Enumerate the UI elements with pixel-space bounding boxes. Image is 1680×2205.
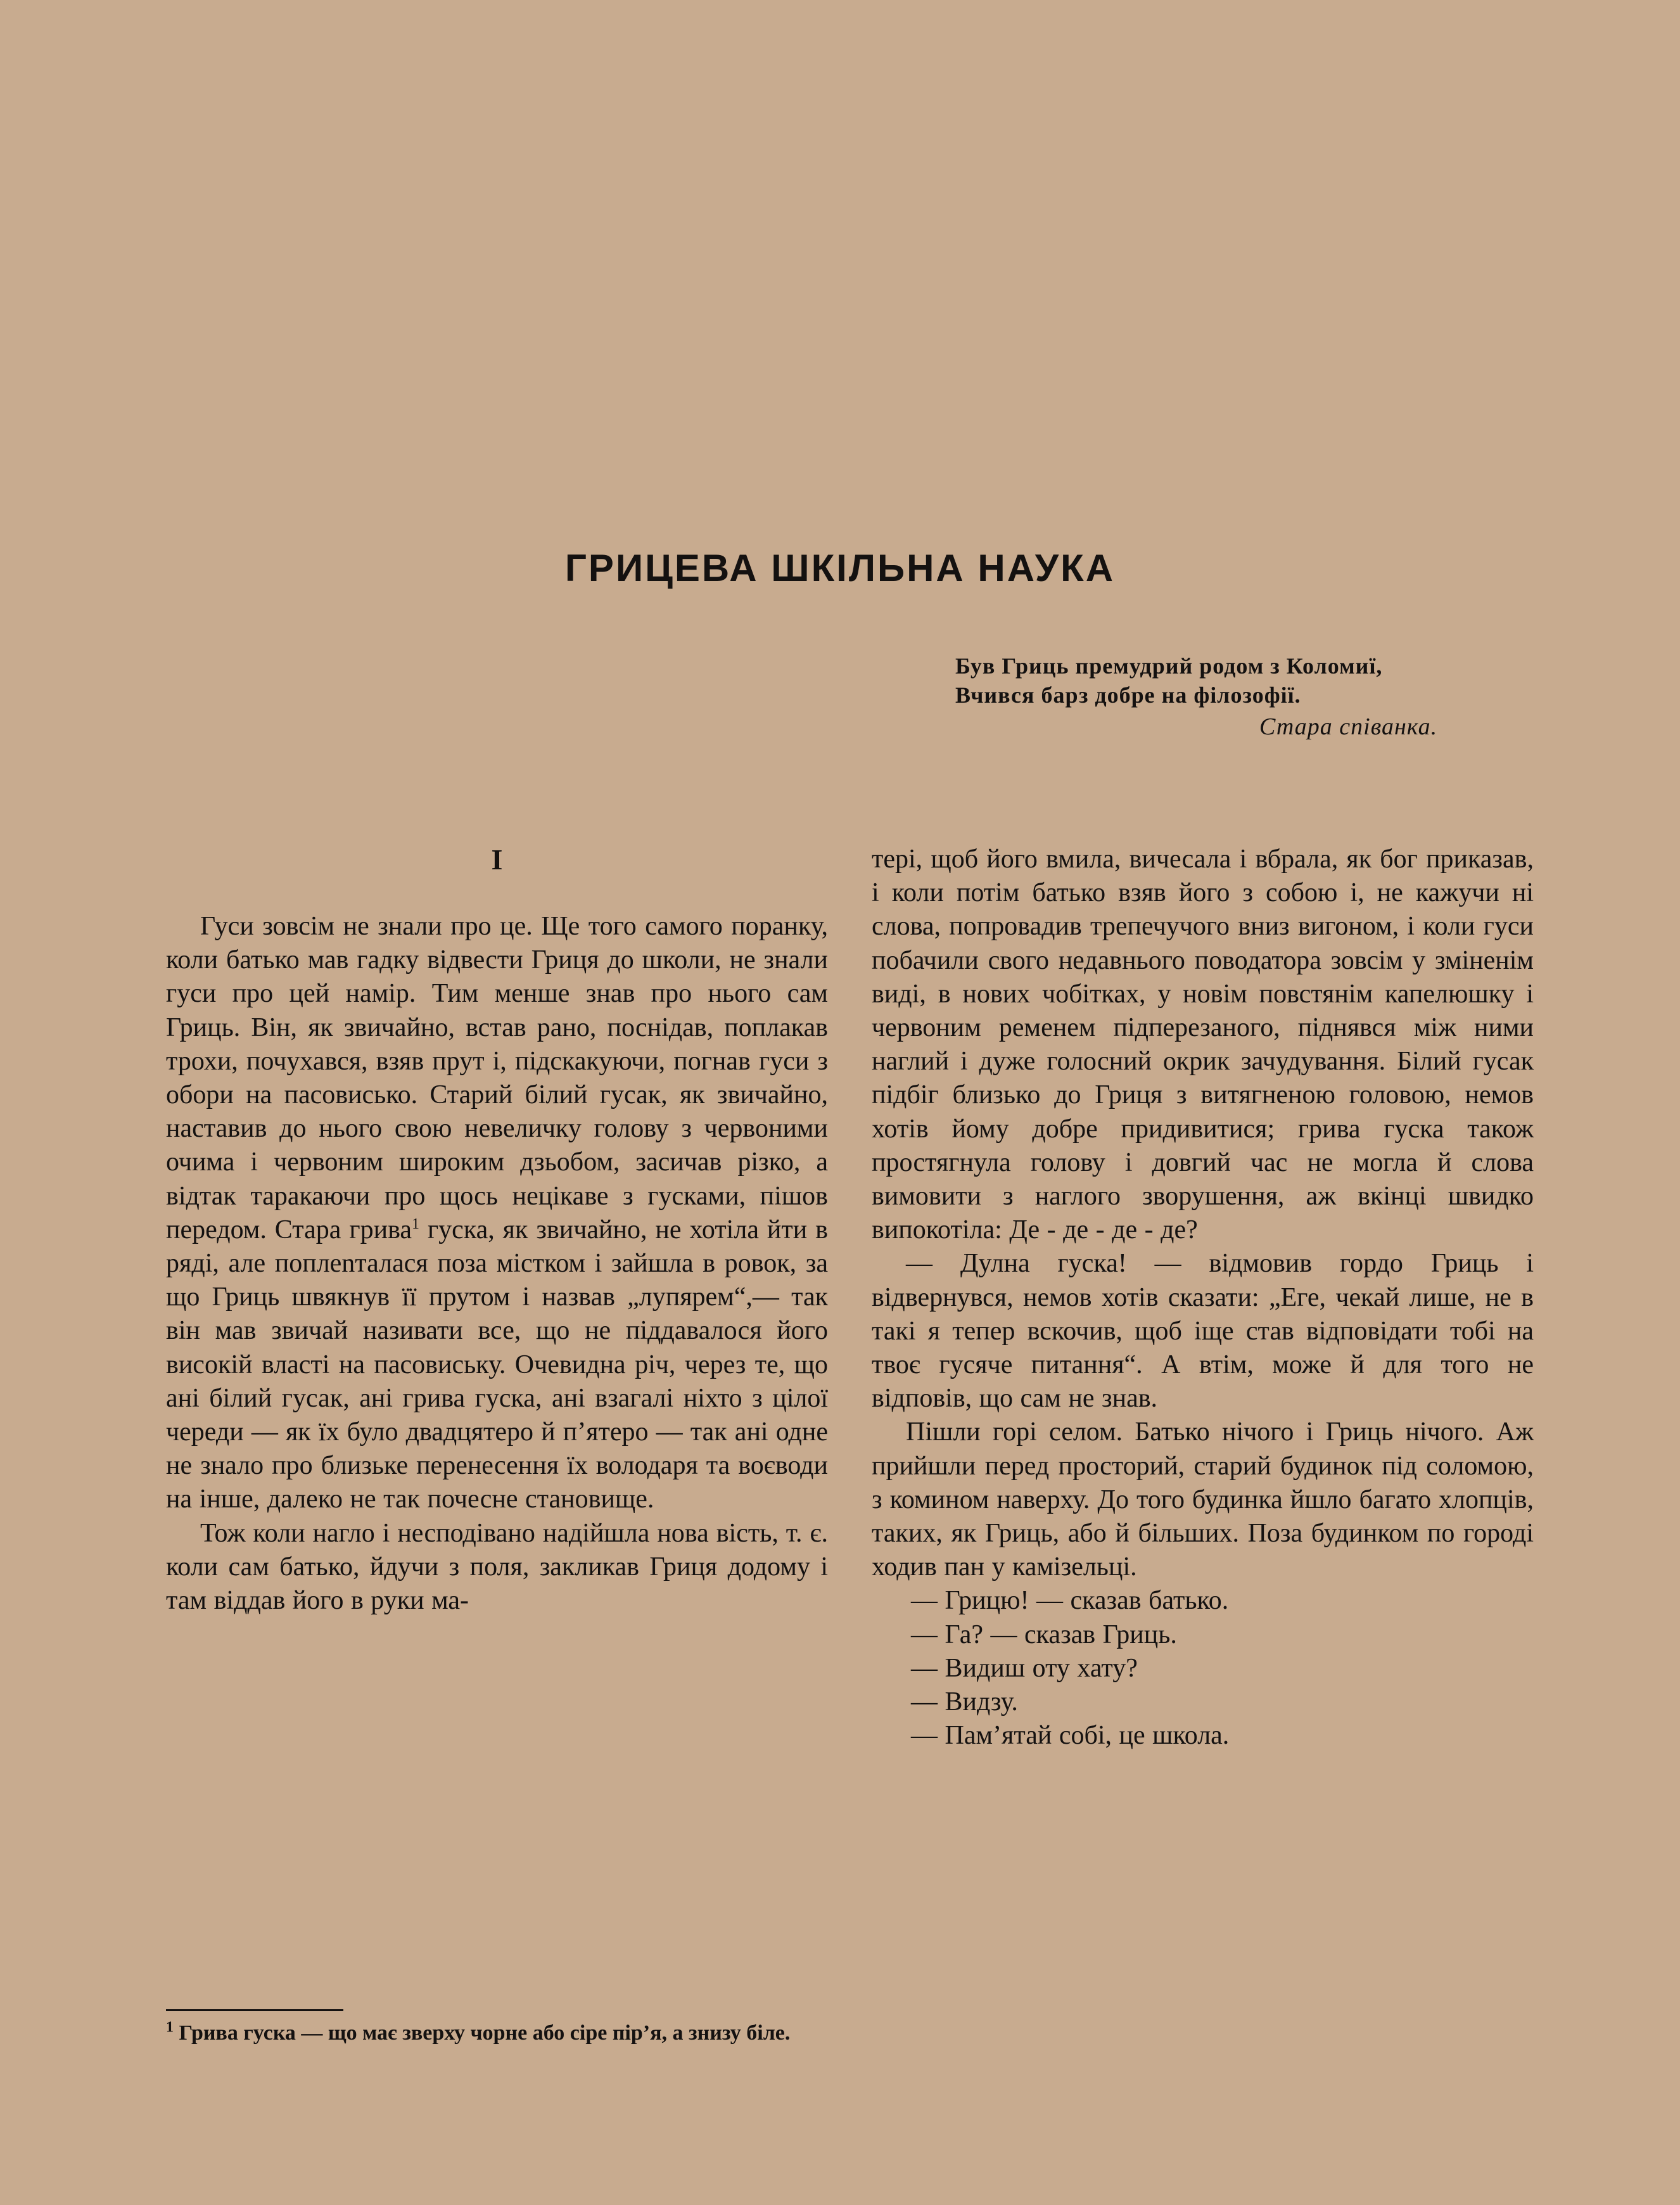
- paragraph-text: гуска, як звичайно, не хотіла йти в ряді, але поплenталася поза містком і зайшла в ровок, за що Гриць швякнув її прутом і назвав „лупярем“,— так він мав звичай називати все, що не піддавалося його високій власті на пасовиську. Очевидна річ, через те, що ані білий гусак, ані грива гуска, ані взагалі ніхто з цілої череди — як їх було двадцятеро й п’ятеро — так ані одне не знало про близьке перенесення їх володаря та воєводи на інше, далеко не так почесне становище.: [166, 1215, 828, 1514]
- paragraph: тері, щоб його вмила, вичесала і вбрала, як бог приказав, і коли потім батько взяв його з собою і, не кажучи ні слова, попровадив трепечучого вниз вигоном, і коли гуси побачили свого недавнього поводатора зовсім у зміненім виді, в нових чобітках, у новім повстянім капелюшку і червоним ременем підперезаного, піднявся між ними наглий і дуже голосний окрик зачудування. Білий гусак підбіг близько до Гриця з витягненою головою, немов хотів йому добре придивитися; грива гуска також простягнула голову і довгий час не могла й слова вимовити з наглого зворушення, аж вкінці швидко випокотіла: Де - де - де - де?: [872, 845, 1534, 1245]
- left-column-text: [166, 910, 828, 1618]
- section-number: I: [491, 843, 503, 876]
- paragraph: [166, 910, 828, 1517]
- dialog-line: — Видзу.: [911, 1687, 1018, 1717]
- epigraph-source: Стара співанка.: [1259, 713, 1438, 740]
- footnote-text: Грива гуска — що має зверху чорне або сіре пір’я, а знизу біле.: [174, 2021, 791, 2045]
- dialog-line: — Пам’ятай собі, це школа.: [911, 1721, 1230, 1751]
- epigraph-line-2: Вчився барз добре на філозофії.: [955, 682, 1301, 708]
- paragraph-text: Гуси зовсім не знали про це. Ще того самого поранку, коли батько мав гадку відвести Гриця до школи, не знали гуси про цей намір. Тим менше знав про нього сам Гриць. Він, як звичайно, встав рано, поснідав, поплакав трохи, почухався, взяв прут і, підскакуючи, погнав гуси з обори на пасовисько. Старий білий гусак, як звичайно, наставив до нього свою невеличку голову з червоними очима і червоним широким дзьобом, засичав різко, а відтак таракаючи про щось нецікаве з гусками, пішов передом. Стара грива: [166, 912, 828, 1244]
- footnote-marker: 1: [412, 1215, 419, 1232]
- right-column: [872, 843, 1534, 1753]
- footnote-divider: [166, 2009, 343, 2011]
- footnote: [166, 2020, 828, 2047]
- page-title: ГРИЦЕВА ШКІЛЬНА НАУКА: [564, 547, 1116, 589]
- paragraph: Пішли горі селом. Батько нічого і Гриць нічого. Аж прийшли перед просторий, старий будинок під соломою, з комином наверху. До того будинка йшло багато хлопців, таких, як Гриць, або й більших. Поза будинком по городі ходив пан у камізельці.: [872, 1417, 1534, 1582]
- right-column-text: [872, 843, 1534, 1753]
- dialog-line: — Видиш оту хату?: [911, 1653, 1138, 1683]
- left-column: [166, 843, 828, 1618]
- footnote-marker: 1: [166, 2019, 174, 2036]
- epigraph-line-1: Був Гриць премудрий родом з Коломиї,: [955, 653, 1383, 679]
- paragraph: Тож коли нагло і несподівано надійшла нова вість, т. є. коли сам батько, йдучи з поля, закликав Гриця додому і там віддав його в руки ма-: [166, 1518, 828, 1616]
- epigraph: [955, 651, 1538, 741]
- dialog-line: — Га? — сказав Гриць.: [911, 1620, 1177, 1649]
- dialog-line: — Грицю! — сказав батько.: [911, 1586, 1229, 1616]
- paragraph: — Дулна гуска! — відмовив гордо Гриць і відвернувся, немов хотів сказати: „Еге, чекай лише, не в такі я тепер вскочив, щоб іще став відповідати тобі на твоє гусяче питання“. А втім, може й для того не відповів, що сам не знав.: [872, 1249, 1534, 1414]
